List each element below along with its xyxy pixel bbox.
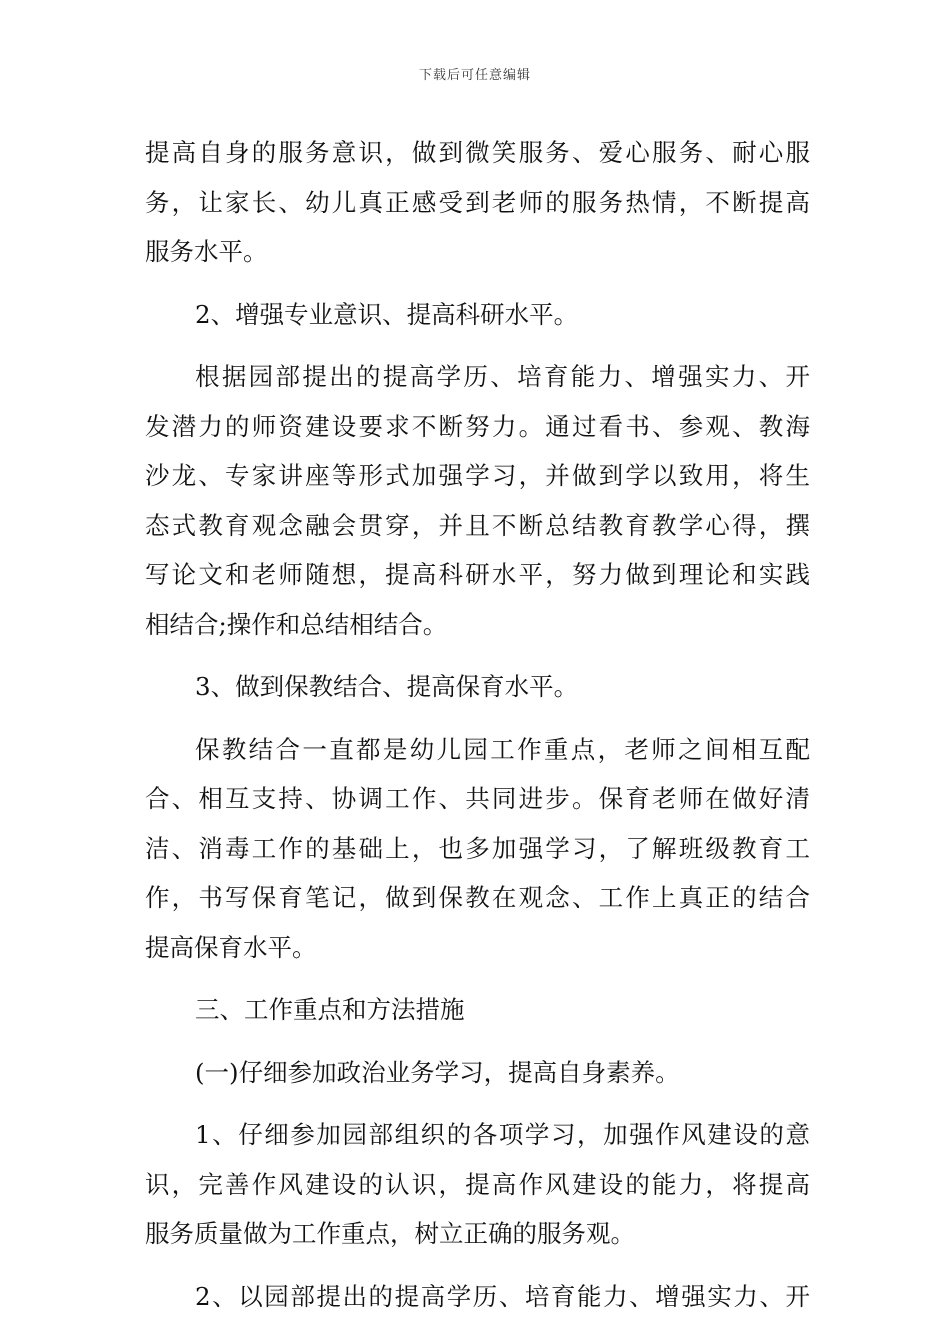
paragraph [145,290,810,340]
text-line: 保教结合一直都是幼儿园工作重点，老师之间相互配 [195,734,810,764]
text-line: 提高保育水平。 [145,932,317,962]
text-line: 沙龙、专家讲座等形式加强学习，并做到学以致用，将生 [145,461,810,490]
paragraph [145,1272,810,1322]
text-line: 提高自身的服务意识，做到微笑服务、爱心服务、耐心服 [145,138,810,167]
subsection-heading: (一)仔细参加政治业务学习，提高自身素养。 [195,1057,680,1087]
text-line: 识，完善作风建设的认识，提高作风建设的能力，将提高 [145,1169,810,1199]
paragraph [145,1048,810,1098]
document-body [145,128,810,1321]
text-line: 发潜力的师资建设要求不断努力。通过看书、参观、教海 [145,411,810,441]
text-line: 态式教育观念融会贯穿，并且不断总结教育教学心得，撰 [145,510,810,540]
paragraph [145,725,810,973]
paragraph [145,128,810,277]
text-line: 写论文和老师随想，提高科研水平，努力做到理论和实践 [145,560,810,589]
text-line: 1、仔细参加园部组织的各项学习，加强作风建设的意 [195,1120,810,1149]
text-line: 服务质量做为工作重点，树立正确的服务观。 [145,1219,635,1248]
section-heading: 三、工作重点和方法措施 [195,995,465,1024]
text-line: 洁、消毒工作的基础上，也多加强学习，了解班级教育工 [145,833,810,863]
text-line: 合、相互支持、协调工作、共同进步。保育老师在做好清 [145,784,810,813]
paragraph [145,352,810,649]
text-line: 相结合;操作和总结相结合。 [145,609,448,639]
paragraph [145,985,810,1035]
text-line: 2、以园部提出的提高学历、培育能力、增强实力、开 [195,1281,810,1311]
text-line: 服务水平。 [145,237,268,266]
paragraph [145,662,810,712]
section-heading: 3、做到保教结合、提高保育水平。 [195,672,579,701]
page-header: 下载后可任意编辑 [418,68,531,83]
text-line: 作，书写保育笔记，做到保教在观念、工作上真正的结合 [145,883,810,912]
text-line: 务，让家长、幼儿真正感受到老师的服务热情，不断提高 [145,187,810,217]
section-heading: 2、增强专业意识、提高科研水平。 [195,299,579,329]
text-line: 根据园部提出的提高学历、培育能力、增强实力、开 [195,362,810,391]
paragraph [145,1110,810,1259]
